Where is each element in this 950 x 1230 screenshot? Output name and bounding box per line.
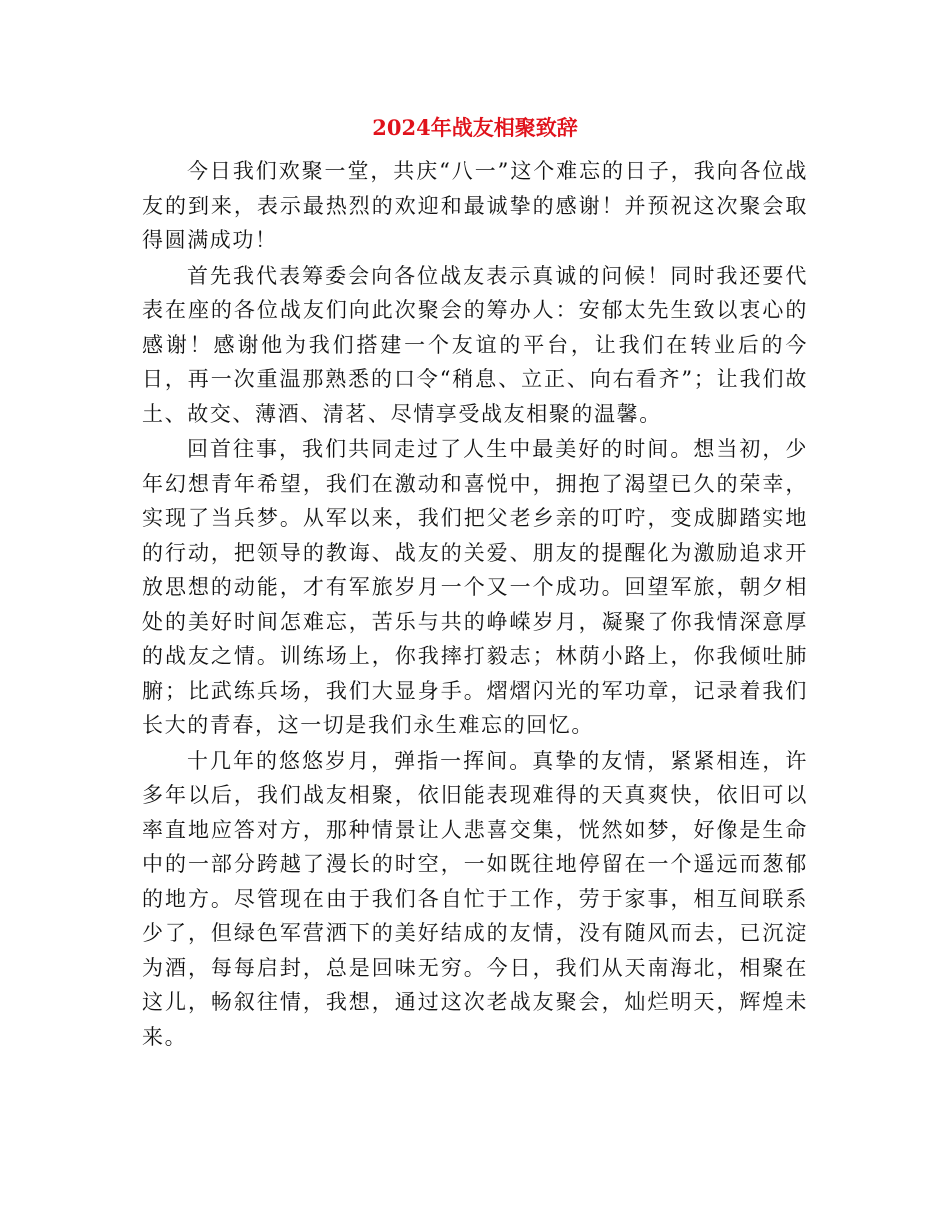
paragraph-2: 首先我代表筹委会向各位战友表示真诚的问候！同时我还要代表在座的各位战友们向此次聚会的筹办人：安郁太先生致以衷心的感谢！感谢他为我们搭建一个友谊的平台，让我们在转业后的今日，再一次重温那熟悉的口令“稍息、立正、向右看齐”；让我们故土、故交、薄酒、清茗、尽情享受战友相聚的温馨。 (142, 263, 808, 426)
paragraph-3: 回首往事，我们共同走过了人生中最美好的时间。想当初，少年幻想青年希望，我们在激动和喜悦中，拥抱了渴望已久的荣幸，实现了当兵梦。从军以来，我们把父老乡亲的叮咛，变成脚踏实地的行动，把领导的教诲、战友的关爱、朋友的提醒化为激励追求开放思想的动能，才有军旅岁月一个又一个成功。回望军旅，朝夕相处的美好时间怎难忘，苦乐与共的峥嵘岁月，凝聚了你我情深意厚的战友之情。训练场上，你我摔打毅志；林荫小路上，你我倾吐肺腑；比武练兵场，我们大显身手。熠熠闪光的军功章，记录着我们长大的青春，这一切是我们永生难忘的回忆。 (142, 437, 808, 737)
document-body (142, 154, 808, 1054)
paragraph-1: 今日我们欢聚一堂，共庆“八一”这个难忘的日子，我向各位战友的到来，表示最热烈的欢迎和最诚挚的感谢！并预祝这次聚会取得圆满成功！ (142, 159, 808, 252)
document-title: 2024年战友相聚致辞 (372, 115, 578, 140)
paragraph-4: 十几年的悠悠岁月，弹指一挥间。真挚的友情，紧紧相连，许多年以后，我们战友相聚，依旧能表现难得的天真爽快，依旧可以率直地应答对方，那种情景让人悲喜交集，恍然如梦，好像是生命中的一部分跨越了漫长的时空，一如既往地停留在一个遥远而葱郁的地方。尽管现在由于我们各自忙于工作，劳于家事，相互间联系少了，但绿色军营洒下的美好结成的友情，没有随风而去，已沉淀为酒，每每启封，总是回味无穷。今日，我们从天南海北，相聚在这儿，畅叙往情，我想，通过这次老战友聚会，灿烂明天，辉煌未来。 (142, 748, 808, 1049)
